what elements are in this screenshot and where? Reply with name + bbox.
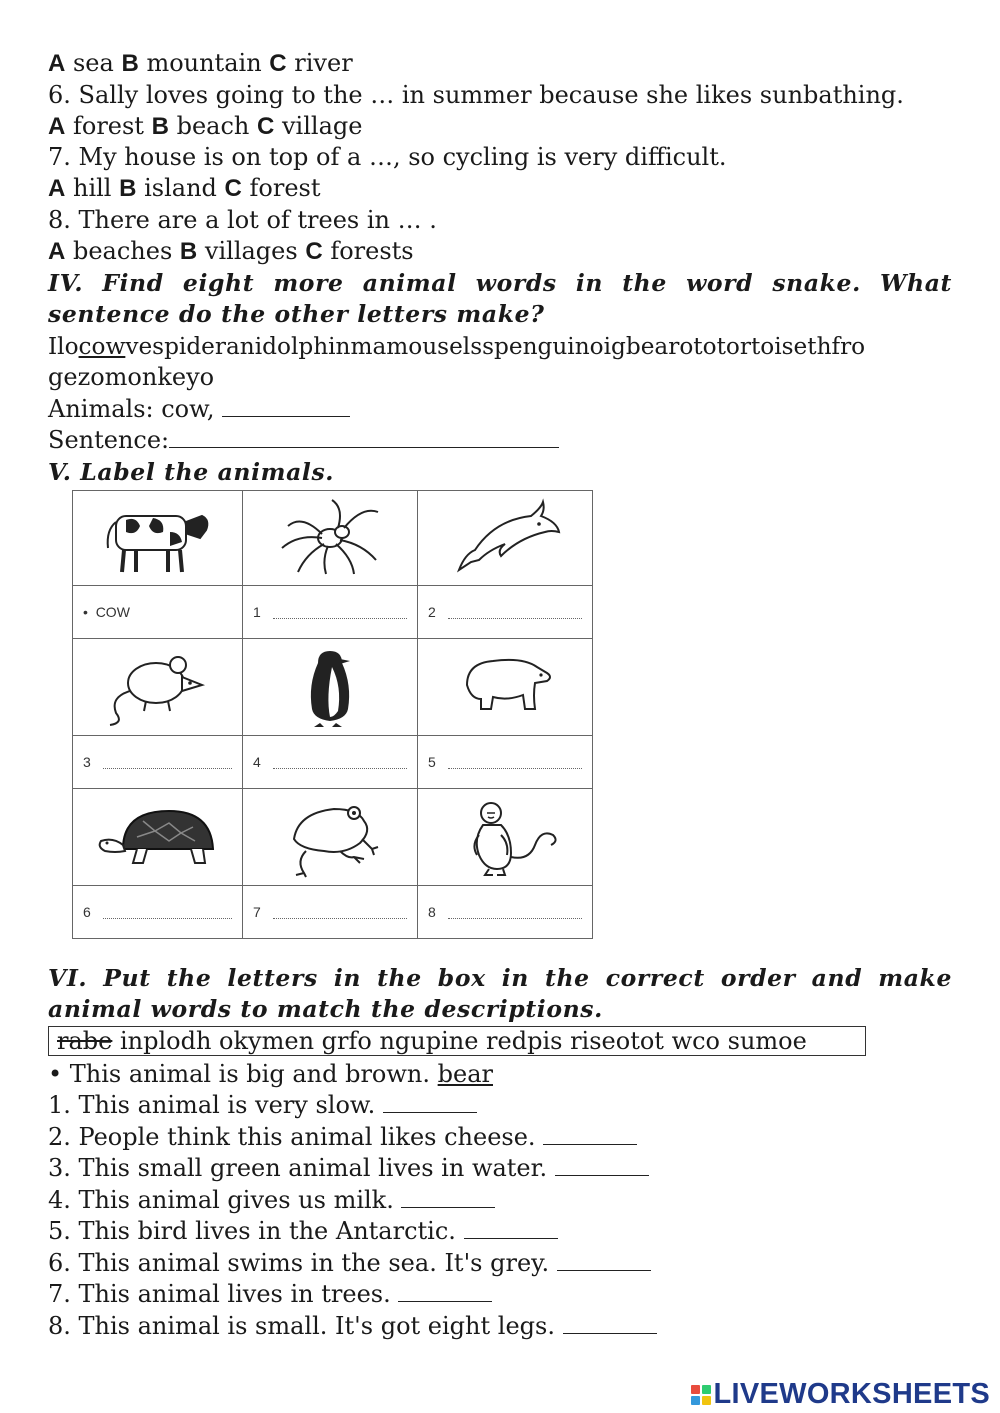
answer-blank-1[interactable] [383, 1092, 477, 1113]
monkey-icon [445, 795, 565, 879]
animals-answer-line: Animals: cow, [48, 394, 350, 425]
description-1: 1. This animal is very slow. [48, 1090, 477, 1121]
brand-name: LIVEWORKSHEETS [713, 1378, 990, 1410]
question-6: 6. Sally loves going to the … in summer because she likes sunbathing. [48, 81, 904, 109]
section-4-heading-line1: IV. Find eight more animal words in the word snake. What [48, 269, 952, 297]
label-6[interactable]: 6 [73, 886, 242, 938]
answer-blank-5[interactable] [464, 1218, 558, 1239]
liveworksheets-logo[interactable] [691, 1378, 991, 1411]
section-4-heading-line2: sentence do the other letters make? [48, 300, 545, 328]
description-7: 7. This animal lives in trees. [48, 1279, 492, 1310]
logo-mark-icon [691, 1385, 711, 1405]
answer-blank-8[interactable] [563, 1313, 657, 1334]
answer-blank-3[interactable] [555, 1155, 649, 1176]
cow-icon [98, 498, 218, 578]
frog-icon [270, 795, 390, 879]
label-5[interactable]: 5 [418, 736, 592, 788]
description-3: 3. This small green animal lives in water. [48, 1153, 649, 1184]
description-8: 8. This animal is small. It's got eight legs. [48, 1311, 657, 1342]
section-5-heading: V. Label the animals. [48, 458, 335, 486]
answer-blank-2[interactable] [543, 1124, 637, 1145]
label-8[interactable]: 8 [418, 886, 592, 938]
section-6-heading-line1: VI. Put the letters in the box in the correct order and make [48, 964, 952, 992]
tortoise-icon [93, 797, 223, 877]
word-snake-line2: gezomonkeyo [48, 363, 215, 391]
penguin-icon [270, 645, 390, 729]
label-cow: • COW [83, 604, 130, 620]
description-4: 4. This animal gives us milk. [48, 1185, 495, 1216]
spider-icon [270, 498, 390, 578]
bear-icon [445, 647, 565, 727]
question-8: 8. There are a lot of trees in … . [48, 206, 437, 234]
sentence-answer-line: Sentence: [48, 425, 559, 456]
answer-blank-4[interactable] [401, 1187, 495, 1208]
label-3[interactable]: 3 [73, 736, 242, 788]
scrambled-word-box: rabe inplodh okymen grfo ngupine redpis riseotot wco sumoe [48, 1026, 866, 1056]
q5-options: A sea B mountain C river [48, 49, 353, 77]
mouse-icon [98, 647, 218, 727]
description-6: 6. This animal swims in the sea. It's grey. [48, 1248, 651, 1279]
label-4[interactable]: 4 [243, 736, 417, 788]
animal-label-table [72, 490, 593, 939]
answer-blank-7[interactable] [398, 1281, 492, 1302]
section-6-heading-line2: animal words to match the descriptions. [48, 995, 603, 1023]
q6-options: A forest B beach C village [48, 112, 363, 140]
question-7: 7. My house is on top of a …, so cycling is very difficult. [48, 143, 727, 171]
q8-options: A beaches B villages C forests [48, 237, 414, 265]
sentence-blank[interactable] [169, 427, 559, 448]
word-snake-line1: Ilocowvespideranidolphinmamouselsspenguinoigbearototortoisethfro [48, 333, 866, 360]
animals-blank[interactable] [222, 396, 350, 417]
label-7[interactable]: 7 [243, 886, 417, 938]
description-5: 5. This bird lives in the Antarctic. [48, 1216, 558, 1247]
dolphin-icon [445, 498, 565, 578]
label-1[interactable]: 1 [243, 586, 417, 638]
description-2: 2. People think this animal likes cheese. [48, 1122, 637, 1153]
answer-blank-6[interactable] [557, 1250, 651, 1271]
q7-options: A hill B island C forest [48, 174, 321, 202]
example-answer: bear [437, 1060, 493, 1088]
label-2[interactable]: 2 [418, 586, 592, 638]
example-line: • This animal is big and brown. bear [48, 1060, 493, 1088]
